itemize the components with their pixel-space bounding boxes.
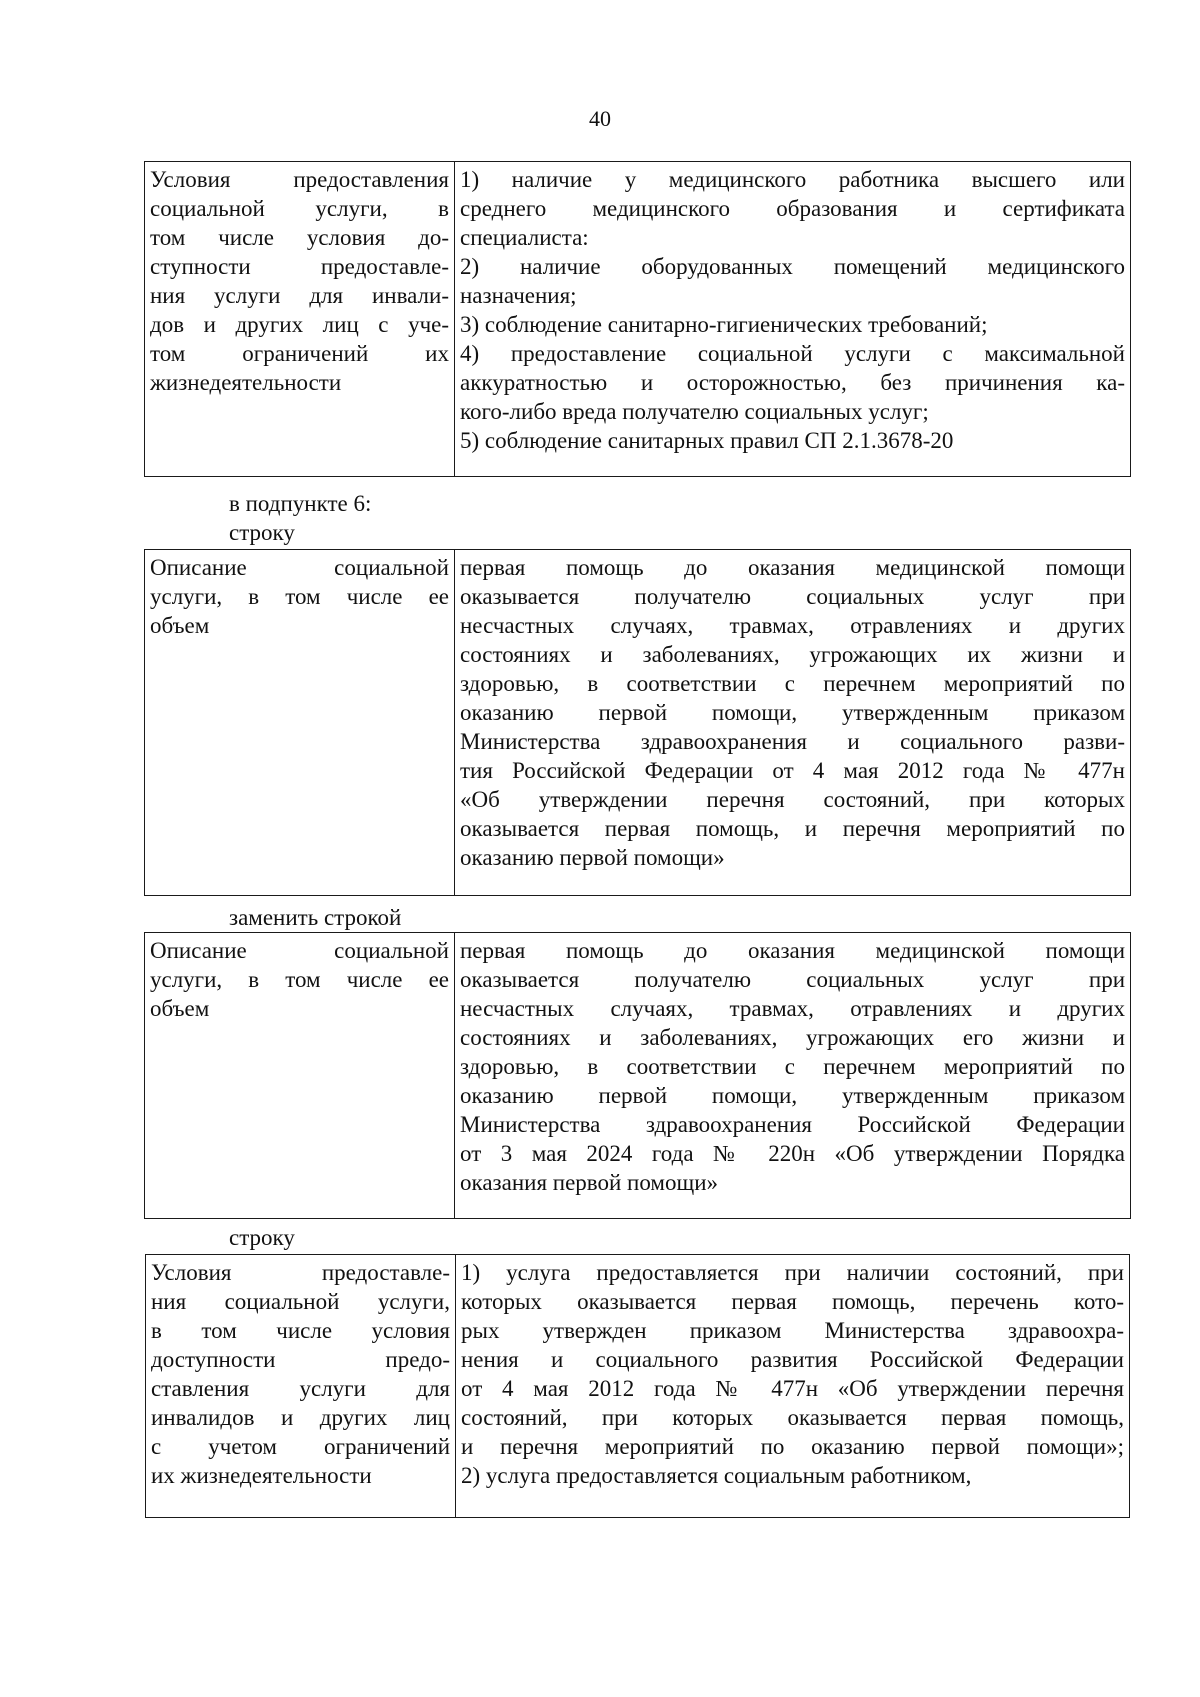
text-line: назначения; [460,283,577,308]
text-line: оказывается первая помощь, и перечня мероприятий по [460,816,1125,841]
text-line: оказывается получателю социальных услуг при [460,584,1125,609]
text-line: от 4 мая 2012 года № 477н «Об утверждении перечня [461,1376,1124,1401]
text-line: Министерства здравоохранения и социального разви- [460,729,1125,754]
text-line: оказывается получателю социальных услуг при [460,967,1125,992]
text-line: 1) наличие у медицинского работника высшего или [460,167,1125,192]
table-conditions-original [144,161,1131,477]
text-line: инвалидов и других лиц [151,1405,450,1430]
left-cell [145,550,455,896]
text-line: нения и социального развития Российской Федерации [461,1347,1124,1372]
text-line: среднего медицинского образования и сертификата [460,196,1125,221]
text-line: оказанию первой помощи» [460,845,725,870]
text-line: рых утвержден приказом Министерства здравоохра- [461,1318,1124,1343]
text-line: 2) наличие оборудованных помещений медицинского [460,254,1125,279]
text-line: оказанию первой помощи, утвержденным приказом [460,700,1125,725]
text-line: несчастных случаях, травмах, отравлениях и других [460,996,1125,1021]
paragraph-subpoint: в подпункте 6: [229,491,372,516]
text-line: 1) услуга предоставляется при наличии состояний, при [461,1260,1124,1285]
text-line: том ограничений их [150,341,449,366]
table-conditions-second [145,1254,1130,1518]
text-line: и перечня мероприятий по оказанию первой помощи»; [461,1434,1124,1459]
text-line: их жизнедеятельности [151,1463,372,1488]
text-line: здоровью, в соответствии с перечнем мероприятий по [460,671,1125,696]
table-row [145,933,1131,1219]
text-line: несчастных случаях, травмах, отравлениях и других [460,613,1125,638]
paragraph-replace: заменить строкой [229,905,402,930]
text-line: оказания первой помощи» [460,1170,718,1195]
table-row [146,1255,1130,1518]
text-line: состояниях и заболеваниях, угрожающих его жизни и [460,1025,1125,1050]
text-line: услуги, в том числе ее [150,967,449,992]
text-line: состояний, при которых оказывается первая помощь, [461,1405,1124,1430]
text-line: тия Российской Федерации от 4 мая 2012 года № 477н [460,758,1125,783]
text-line: 4) предоставление социальной услуги с максимальной [460,341,1125,366]
text-line: ставления услуги для [151,1376,450,1401]
text-line: Условия предоставле- [151,1260,450,1285]
text-line: объем [150,996,210,1021]
text-line: ния социальной услуги, [151,1289,450,1314]
right-cell [455,550,1131,896]
text-line: в том числе условия [151,1318,450,1343]
paragraph-row-label-2: строку [229,1225,295,1250]
table-description-old [144,549,1131,896]
text-line: аккуратностью и осторожностью, без причинения ка- [460,370,1125,395]
text-line: дов и других лиц с уче- [150,312,449,337]
text-line: 5) соблюдение санитарных правил СП 2.1.3678-20 [460,428,954,453]
text-line: Описание социальной [150,938,449,963]
text-line: кого-либо вреда получателю социальных услуг; [460,399,929,424]
left-cell [145,162,455,477]
text-line: оказанию первой помощи, утвержденным приказом [460,1083,1125,1108]
text-line: ния услуги для инвали- [150,283,449,308]
paragraph-row-label: строку [229,520,295,545]
right-cell [456,1255,1130,1518]
text-line: доступности предо- [151,1347,450,1372]
text-line: «Об утверждении перечня состояний, при которых [460,787,1125,812]
text-line: состояниях и заболеваниях, угрожающих их жизни и [460,642,1125,667]
table-description-new [144,932,1131,1219]
table-row [145,550,1131,896]
text-line: первая помощь до оказания медицинской помощи [460,938,1125,963]
text-line: 2) услуга предоставляется социальным работником, [461,1463,972,1488]
left-cell [146,1255,456,1518]
right-cell [455,162,1131,477]
right-cell [455,933,1131,1219]
text-line: первая помощь до оказания медицинской помощи [460,555,1125,580]
text-line: том числе условия до- [150,225,449,250]
text-line: Условия предоставления [150,167,449,192]
text-line: социальной услуги, в [150,196,449,221]
text-line: 3) соблюдение санитарно-гигиенических требований; [460,312,988,337]
table-row [145,162,1131,477]
text-line: здоровью, в соответствии с перечнем мероприятий по [460,1054,1125,1079]
left-cell [145,933,455,1219]
text-line: специалиста: [460,225,589,250]
page-number: 40 [589,106,611,131]
text-line: с учетом ограничений [151,1434,450,1459]
text-line: ступности предоставле- [150,254,449,279]
text-line: которых оказывается первая помощь, перечень кото- [461,1289,1124,1314]
text-line: Описание социальной [150,555,449,580]
text-line: жизнедеятельности [150,370,342,395]
text-line: от 3 мая 2024 года № 220н «Об утверждении Порядка [460,1141,1125,1166]
text-line: Министерства здравоохранения Российской Федерации [460,1112,1125,1137]
text-line: объем [150,613,210,638]
text-line: услуги, в том числе ее [150,584,449,609]
